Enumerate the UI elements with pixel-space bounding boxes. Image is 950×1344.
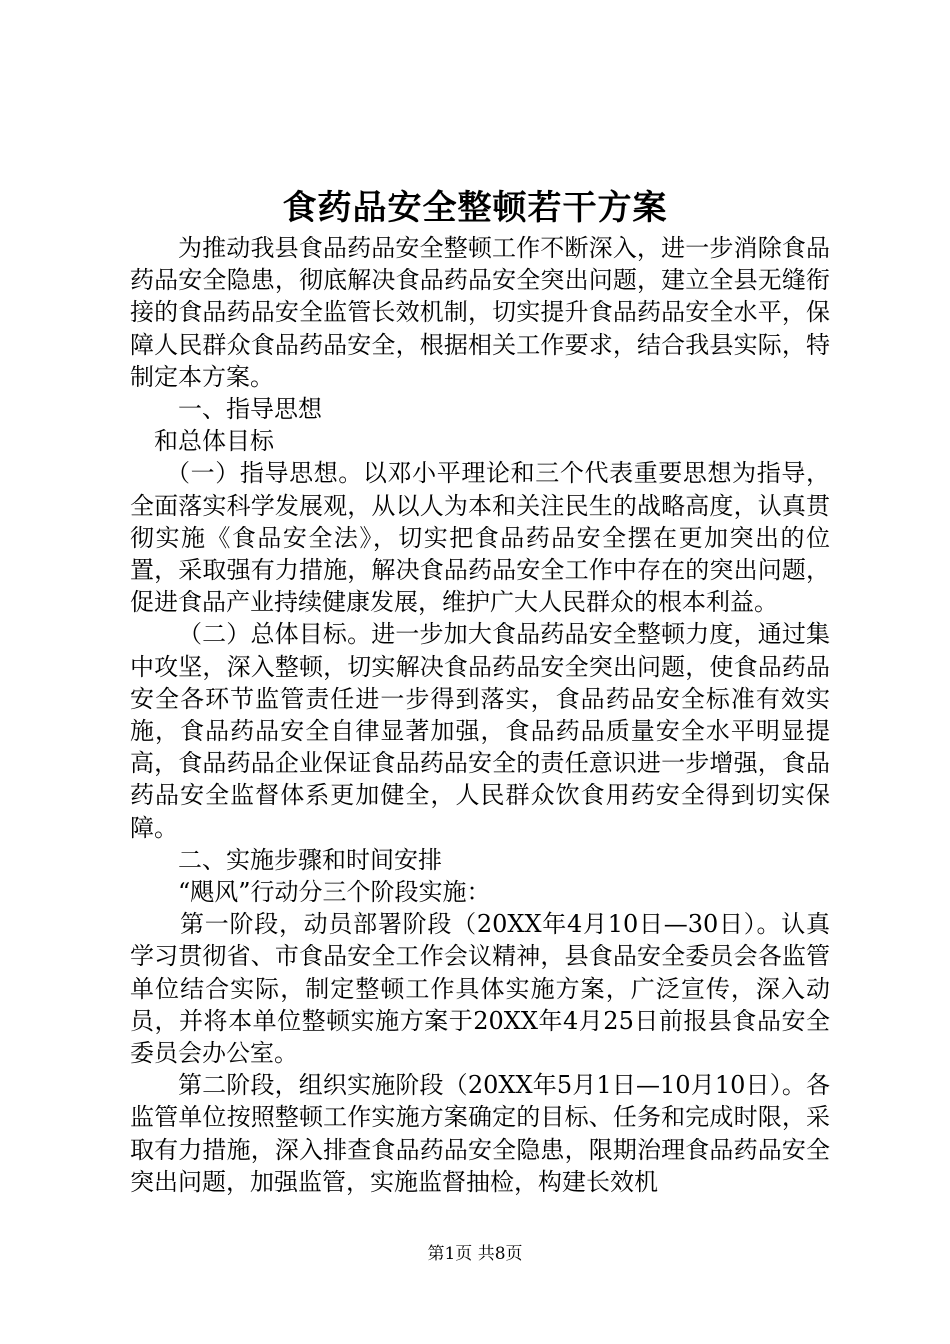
overall-goal-paragraph: （二）总体目标。进一步加大食品药品安全整顿力度，通过集中攻坚，深入整顿，切实解决食品药品安全突出问题，使食品药品安全各环节监管责任进一步得到落实，食品药品安全标准有效实施，食品药品安全自律显著加强，食品药品质量安全水平明显提高，食品药品企业保证食品药品安全的责任意识进一步增强，食品药品安全监督体系更加健全，人民群众饮食用药安全得到切实保障。 <box>130 620 830 842</box>
intro-paragraph: 为推动我县食品药品安全整顿工作不断深入，进一步消除食品药品安全隐患，彻底解决食品药品安全突出问题，建立全县无缝衔接的食品药品安全监管长效机制，切实提升食品药品安全水平，保障人民群众食品药品安全，根据相关工作要求，结合我县实际，特制定本方案。 <box>130 234 830 391</box>
phase-two-paragraph: 第二阶段，组织实施阶段（20XX年5月1日—10月10日）。各监管单位按照整顿工作实施方案确定的目标、任务和完成时限，采取有力措施，深入排查食品药品安全隐患，限期治理食品药品安全突出问题，加强监管，实施监督抽检，构建长效机 <box>130 1071 830 1196</box>
document-body <box>130 232 830 1198</box>
section-heading-1: 一、指导思想 <box>178 395 322 424</box>
page-number: 第1页 共8页 <box>427 1244 523 1264</box>
document-title: 食药品安全整顿若干方案 <box>282 188 668 228</box>
action-phases-intro: “飓风”行动分三个阶段实施： <box>178 878 491 907</box>
phase-one-paragraph: 第一阶段，动员部署阶段（20XX年4月10日—30日）。认真学习贯彻省、市食品安全工作会议精神，县食品安全委员会各监管单位结合实际，制定整顿工作具体实施方案，广泛宣传，深入动员，并将本单位整顿实施方案于20XX年4月25日前报县食品安全委员会办公室。 <box>130 910 830 1068</box>
section-heading-1-continued: 和总体目标 <box>154 427 274 456</box>
section-heading-2: 二、实施步骤和时间安排 <box>178 845 442 874</box>
guiding-ideology-paragraph: （一）指导思想。以邓小平理论和三个代表重要思想为指导，全面落实科学发展观，从以人为本和关注民生的战略高度，认真贯彻实施《食品安全法》，切实把食品药品安全摆在更加突出的位置，采取强有力措施，解决食品药品安全工作中存在的突出问题，促进食品产业持续健康发展，维护广大人民群众的根本利益。 <box>130 459 830 617</box>
